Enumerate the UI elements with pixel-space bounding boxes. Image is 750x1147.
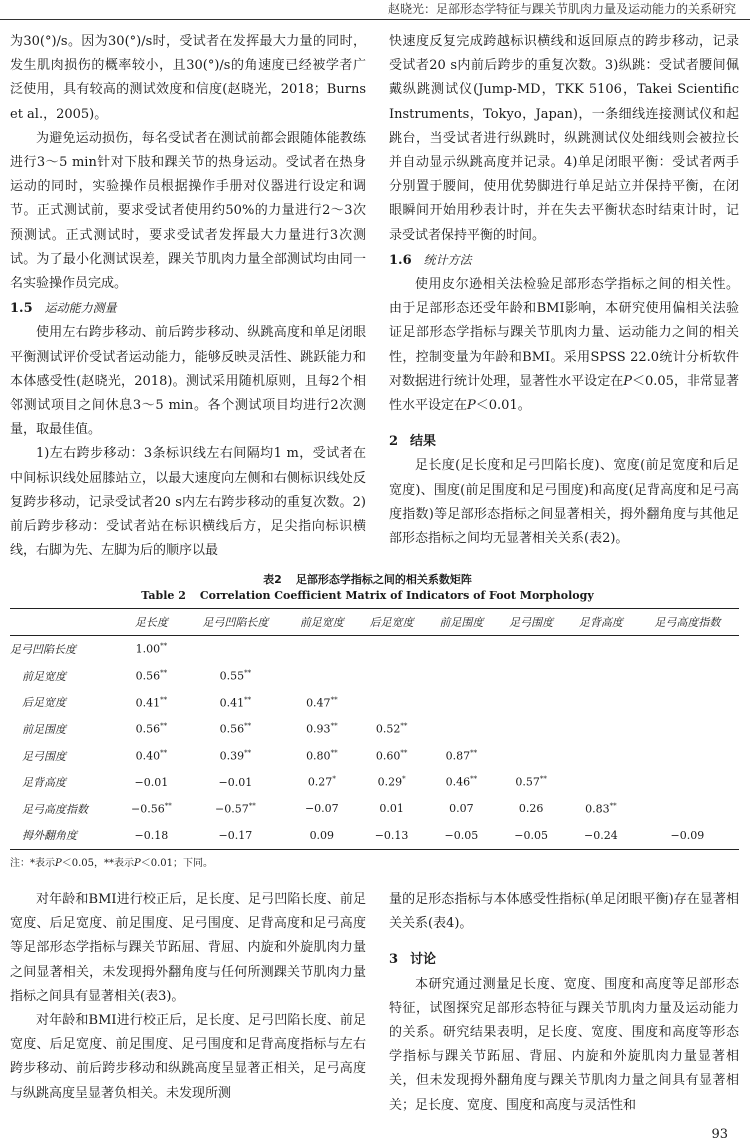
section-number: 3 bbox=[389, 952, 399, 968]
table-cell bbox=[287, 822, 357, 849]
table-row bbox=[10, 663, 739, 690]
cell-value: −0.24 bbox=[584, 828, 618, 842]
significance-mark: ** bbox=[470, 748, 478, 757]
significance-mark: ** bbox=[244, 722, 252, 731]
table-cell bbox=[357, 716, 427, 743]
table-cell bbox=[287, 796, 357, 823]
paragraph: 对年龄和BMI进行校正后，足长度、足弓凹陷长度、前足宽度、后足宽度、前足围度、足弓围度和足背高度指标与左右跨步移动、前后跨步移动和纵跳高度呈显著正相关，足弓高度与纵跳高度呈显著负相关。未发现所测 bbox=[10, 1013, 366, 1101]
table-cell bbox=[119, 716, 184, 743]
section-heading bbox=[10, 296, 366, 321]
significance-mark: ** bbox=[160, 642, 168, 651]
cell-value: 0.09 bbox=[309, 828, 335, 842]
row-label: 足弓凹陷长度 bbox=[10, 643, 76, 657]
column-header: 前足宽度 bbox=[287, 609, 357, 636]
table-cell bbox=[287, 769, 357, 796]
significance-mark: ** bbox=[539, 775, 547, 784]
paragraph: 为30(°)/s。因为30(°)/s时，受试者在发挥最大力量的同时，发生肌肉损伤的概率较小，且30(°)/s的角速度已经被学者广泛使用，具有较高的测试效度和信度(赵晓光，2018；Burns et al.，2005)。 bbox=[10, 34, 366, 122]
column-header: 足背高度 bbox=[566, 609, 636, 636]
cell-value: −0.17 bbox=[218, 828, 253, 842]
section-heading bbox=[389, 248, 739, 273]
table-cell bbox=[636, 636, 739, 663]
table-cell bbox=[496, 822, 566, 849]
cell-value: 0.41 bbox=[135, 696, 161, 710]
running-header: 赵晓光：足部形态学特征与踝关节肌肉力量及运动能力的关系研究 bbox=[387, 2, 736, 16]
cell-value: −0.07 bbox=[304, 802, 339, 816]
table-cell bbox=[184, 636, 287, 663]
section-title: 统计方法 bbox=[423, 252, 472, 267]
table-cell bbox=[426, 716, 496, 743]
table-cell bbox=[287, 636, 357, 663]
significance-mark: ** bbox=[244, 695, 252, 704]
p-symbol: P bbox=[55, 857, 62, 869]
table-cell bbox=[184, 663, 287, 690]
table-cell bbox=[119, 769, 184, 796]
table-note bbox=[10, 854, 739, 869]
cell-value: 0.46 bbox=[445, 776, 471, 790]
header-rule bbox=[0, 19, 750, 20]
table-cell bbox=[566, 636, 636, 663]
table-row bbox=[10, 822, 739, 849]
paragraph: 对年龄和BMI进行校正后，足长度、足弓凹陷长度、前足宽度、后足宽度、前足围度、足弓围度、足背高度和足弓高度等足部形态学指标与踝关节跖屈、背屈、内旋和外旋肌肉力量之间显著相关，未发现拇外翻角度与任何所测踝关节肌肉力量指标之间具有显著相关(表3)。 bbox=[10, 892, 366, 1004]
cell-value: 0.57 bbox=[515, 776, 540, 790]
table-cell bbox=[566, 742, 636, 769]
table-2 bbox=[10, 572, 739, 869]
row-label: 足弓高度指数 bbox=[22, 802, 88, 816]
significance-mark: ** bbox=[400, 722, 408, 731]
cell-value: 0.40 bbox=[135, 749, 161, 763]
table-label: Table 2 bbox=[141, 589, 186, 602]
table-cell bbox=[566, 716, 636, 743]
table-cell bbox=[426, 822, 496, 849]
table-cell bbox=[496, 742, 566, 769]
significance-mark: ** bbox=[470, 775, 478, 784]
paragraph: 本研究通过测量足长度、宽度、围度和高度等足部形态特征，试图探究足部形态特征与踝关节肌肉力量及运动能力的关系。研究结果表明，足长度、宽度、围度和高度等形态学指标与踝关节跖屈、背屈、内旋和外旋肌肉力量显著相关，但未发现拇外翻角度与踝关节肌肉力量之间具有显著相关；足长度、宽度、围度和高度与灵活性和 bbox=[389, 976, 739, 1113]
cell-value: −0.01 bbox=[134, 775, 169, 789]
cell-value: −0.56 bbox=[131, 802, 165, 816]
cell-value: −0.13 bbox=[374, 828, 409, 842]
significance-mark: ** bbox=[160, 748, 168, 757]
table-cell bbox=[566, 822, 636, 849]
note-text: ＜0.01；下同。 bbox=[140, 857, 213, 869]
table-cell bbox=[496, 716, 566, 743]
significance-mark: ** bbox=[248, 802, 256, 811]
table-cell bbox=[119, 636, 184, 663]
cell-value: 0.87 bbox=[445, 749, 471, 763]
table-header-row bbox=[10, 609, 739, 636]
table-cell bbox=[636, 663, 739, 690]
table-cell bbox=[426, 769, 496, 796]
significance-mark: ** bbox=[164, 802, 172, 811]
row-label: 后足宽度 bbox=[22, 696, 66, 710]
table-cell bbox=[636, 689, 739, 716]
table-cell bbox=[357, 689, 427, 716]
table-cell bbox=[287, 716, 357, 743]
left-column bbox=[10, 30, 366, 563]
table-row bbox=[10, 636, 739, 663]
table-cell bbox=[496, 636, 566, 663]
significance-mark: ** bbox=[160, 695, 168, 704]
table-cell bbox=[184, 822, 287, 849]
paragraph: 量的足形态指标与本体感受性指标(单足闭眼平衡)存在显著相关关系(表4)。 bbox=[389, 892, 739, 932]
table-cell bbox=[357, 769, 427, 796]
p-symbol: P bbox=[467, 398, 476, 414]
table-cell bbox=[119, 689, 184, 716]
text-run: ＜0.05，非常显著性水平设定在 bbox=[389, 373, 739, 414]
significance-mark: ** bbox=[330, 695, 338, 704]
table-cell bbox=[426, 689, 496, 716]
table-row bbox=[10, 769, 739, 796]
table-cell bbox=[426, 663, 496, 690]
table-cell bbox=[357, 636, 427, 663]
table-cell bbox=[184, 689, 287, 716]
cell-value: −0.09 bbox=[670, 828, 705, 842]
table-cell bbox=[119, 822, 184, 849]
table-row bbox=[10, 796, 739, 823]
significance-mark: * bbox=[402, 775, 406, 784]
cell-value: −0.57 bbox=[215, 802, 249, 816]
table-title: 足部形态学指标之间的相关系数矩阵 bbox=[295, 573, 472, 586]
cell-value: 0.93 bbox=[306, 722, 331, 736]
cell-value: 0.55 bbox=[219, 669, 245, 683]
paragraph: 为避免运动损伤，每名受试者在测试前都会跟随体能教练进行3～5 min针对下肢和踝关节的热身运动。受试者在热身运动的同时，实验操作员根据操作手册对仪器进行设定和调节。正式测试前，要求受试者使用约50%的力量进行2～3次预测试。正式测试时，要求受试者发挥最大力量进行3次测试。为了最小化测试误差，踝关节肌肉力量全部测试均由同一名实验操作员完成。 bbox=[10, 130, 366, 292]
table-label: 表2 bbox=[263, 573, 282, 586]
cell-value: 0.52 bbox=[375, 722, 401, 736]
paragraph: 快速度反复完成跨越标识横线和返回原点的跨步移动，记录受试者20 s内前后跨步的重复次数。3)纵跳：受试者腰间佩戴纵跳测试仪(Jump-MD，TKK 5106，Takei Scientific Instruments，Tokyo，Japan)，一条细线连接测试仪和起跳台，当受试者进行纵跳时，纵跳测试仪处细线则会被拉长并自动显示纵跳高度并记录。4)单足闭眼平衡：受试者两手分别置于腰间，使用优势脚进行单足站立并保持平衡，在闭眼瞬间开始用秒表计时，并在失去平衡状态时结束计时，记录受试者保持平衡的时间。 bbox=[389, 34, 739, 243]
note-text: ＜0.05，**表示 bbox=[61, 857, 134, 869]
cell-value: 0.56 bbox=[135, 669, 161, 683]
significance-mark: ** bbox=[400, 748, 408, 757]
significance-mark: ** bbox=[160, 722, 168, 731]
note-text: 注：*表示 bbox=[10, 857, 55, 869]
column-header: 足弓高度指数 bbox=[636, 609, 739, 636]
table-cell bbox=[184, 716, 287, 743]
table-cell bbox=[566, 769, 636, 796]
table-cell bbox=[357, 822, 427, 849]
corner-cell bbox=[10, 609, 119, 636]
column-header: 足弓凹陷长度 bbox=[184, 609, 287, 636]
cell-value: −0.05 bbox=[514, 828, 548, 842]
cell-value: 0.47 bbox=[306, 696, 331, 710]
cell-value: 1.00 bbox=[135, 643, 161, 657]
table-cell bbox=[184, 769, 287, 796]
table-cell bbox=[496, 796, 566, 823]
table-cell bbox=[636, 769, 739, 796]
table-cell bbox=[287, 663, 357, 690]
column-header: 前足围度 bbox=[426, 609, 496, 636]
correlation-table bbox=[10, 608, 739, 850]
paragraph: 1)左右跨步移动：3条标识线左右间隔均1 m，受试者在中间标识线处屈膝站立，以最大速度向左侧和右侧标识线处反复跨步移动，记录受试者20 s内左右跨步移动的重复次数。2)前后跨步移动：受试者站在标识横线后方，足尖指向标识横线，右脚为先、左脚为后的顺序以最 bbox=[10, 446, 366, 559]
table-cell bbox=[566, 689, 636, 716]
right-column-lower bbox=[389, 888, 739, 1118]
cell-value: 0.83 bbox=[585, 802, 610, 816]
cell-value: 0.60 bbox=[375, 749, 401, 763]
table-cell bbox=[426, 742, 496, 769]
table-body bbox=[10, 636, 739, 850]
significance-mark: * bbox=[332, 775, 336, 784]
column-header: 后足宽度 bbox=[357, 609, 427, 636]
row-label: 足弓围度 bbox=[22, 749, 66, 763]
page-number: 93 bbox=[711, 1127, 728, 1142]
table-cell bbox=[426, 796, 496, 823]
cell-value: 0.01 bbox=[379, 802, 404, 816]
cell-value: 0.29 bbox=[377, 776, 403, 790]
section-heading bbox=[389, 948, 739, 972]
table-row bbox=[10, 742, 739, 769]
table-cell bbox=[119, 742, 184, 769]
section-number: 1.6 bbox=[389, 252, 412, 268]
table-cell bbox=[287, 742, 357, 769]
cell-value: 0.56 bbox=[135, 722, 161, 736]
table-cell bbox=[357, 796, 427, 823]
cell-value: 0.80 bbox=[306, 749, 331, 763]
table-cell bbox=[426, 636, 496, 663]
significance-mark: ** bbox=[330, 722, 338, 731]
table-cell bbox=[636, 716, 739, 743]
paragraph bbox=[389, 273, 739, 418]
cell-value: −0.18 bbox=[134, 828, 169, 842]
cell-value: 0.39 bbox=[219, 749, 245, 763]
cell-value: 0.56 bbox=[219, 722, 245, 736]
cell-value: 0.41 bbox=[219, 696, 245, 710]
section-title: 运动能力测量 bbox=[44, 301, 117, 316]
p-symbol: P bbox=[623, 373, 632, 389]
table-caption-cn bbox=[10, 572, 739, 588]
table-cell bbox=[119, 663, 184, 690]
right-column bbox=[389, 30, 739, 551]
significance-mark: ** bbox=[244, 748, 252, 757]
table-cell bbox=[636, 796, 739, 823]
table-cell bbox=[357, 663, 427, 690]
cell-value: 0.26 bbox=[518, 802, 544, 816]
significance-mark: ** bbox=[160, 669, 168, 678]
section-number: 1.5 bbox=[10, 301, 33, 317]
significance-mark: ** bbox=[244, 669, 252, 678]
section-heading bbox=[389, 430, 739, 454]
section-number: 2 bbox=[389, 434, 399, 450]
cell-value: −0.01 bbox=[218, 775, 253, 789]
section-title: 结果 bbox=[410, 434, 437, 450]
text-run: ＜0.01。 bbox=[475, 398, 531, 414]
cell-value: 0.27 bbox=[307, 776, 333, 790]
table-cell bbox=[287, 689, 357, 716]
paragraph: 足长度(足长度和足弓凹陷长度)、宽度(前足宽度和后足宽度)、围度(前足围度和足弓围度)和高度(足背高度和足弓高度指数)等足部形态指标之间显著相关，拇外翻角度与其他足部形态指标之间均无显著相关关系(表2)。 bbox=[389, 458, 739, 547]
row-label: 前足围度 bbox=[22, 723, 66, 737]
table-cell bbox=[184, 742, 287, 769]
table-cell bbox=[566, 663, 636, 690]
table-cell bbox=[636, 822, 739, 849]
table-cell bbox=[496, 689, 566, 716]
cell-value: −0.05 bbox=[444, 828, 479, 842]
table-title: Correlation Coefficient Matrix of Indicators of Foot Morphology bbox=[199, 589, 594, 602]
table-cell bbox=[357, 742, 427, 769]
row-label: 拇外翻角度 bbox=[10, 822, 119, 849]
table-cell bbox=[636, 742, 739, 769]
p-symbol: P bbox=[134, 857, 141, 869]
cell-value: 0.07 bbox=[449, 802, 474, 816]
table-cell bbox=[566, 796, 636, 823]
significance-mark: ** bbox=[330, 748, 338, 757]
table-cell bbox=[184, 796, 287, 823]
table-row bbox=[10, 689, 739, 716]
left-column-lower bbox=[10, 888, 366, 1106]
table-caption-en bbox=[10, 588, 739, 604]
row-label: 前足宽度 bbox=[22, 669, 66, 683]
row-label: 足背高度 bbox=[22, 776, 66, 790]
column-header: 足弓围度 bbox=[496, 609, 566, 636]
column-header: 足长度 bbox=[119, 609, 184, 636]
table-cell bbox=[119, 796, 184, 823]
table-cell bbox=[496, 769, 566, 796]
paragraph: 使用左右跨步移动、前后跨步移动、纵跳高度和单足闭眼平衡测试评价受试者运动能力，能够反映灵活性、跳跃能力和本体感受性(赵晓光，2018)。测试采用随机原则，且每2个相邻测试项目之间休息3～5 min。各个测试项目均进行2次测量，取最佳值。 bbox=[10, 325, 366, 438]
text-run: 使用皮尔逊相关法检验足部形态学指标之间的相关性。由于足部形态还受年龄和BMI影响，本研究使用偏相关法验证足部形态学指标与踝关节肌肉力量、运动能力之间的相关性，控制变量为年龄和BMI。采用SPSS 22.0统计分析软件对数据进行统计处理，显著性水平设定在 bbox=[389, 277, 739, 389]
significance-mark: ** bbox=[609, 802, 617, 811]
section-title: 讨论 bbox=[410, 952, 437, 968]
table-row bbox=[10, 716, 739, 743]
table-cell bbox=[496, 663, 566, 690]
